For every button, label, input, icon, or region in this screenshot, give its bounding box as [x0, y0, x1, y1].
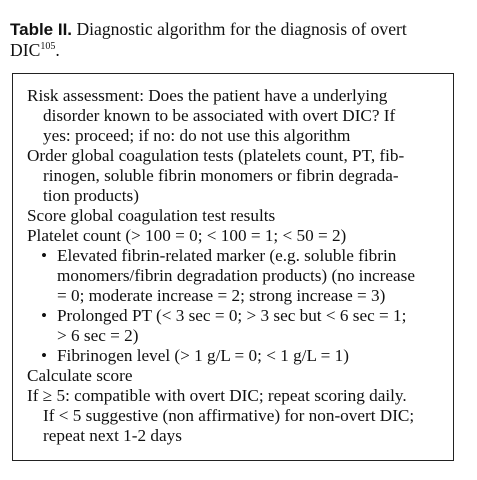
algorithm-box: [12, 73, 454, 461]
table-label: Table II.: [10, 20, 73, 39]
step-calculate-score: [27, 366, 445, 386]
step-order-tests: [27, 146, 445, 206]
bullet-line: > 6 sec = 2): [57, 326, 139, 345]
bullet-line: monomers/fibrin degradation products) (no increase: [57, 266, 415, 285]
step-line: repeat next 1-2 days: [43, 426, 182, 445]
step-interpretation: [27, 386, 445, 446]
step-line: tion products): [43, 186, 139, 205]
bullet-line: Prolonged PT (< 3 sec = 0; > 3 sec but < 6 sec = 1;: [57, 306, 407, 325]
step-line: Risk assessment: Does the patient have a underlying: [27, 86, 388, 105]
caption-end: .: [55, 40, 60, 60]
algorithm-content: [27, 86, 445, 446]
step-risk-assessment: [27, 86, 445, 146]
step-line: Platelet count (> 100 = 0; < 100 = 1; < 50 = 2): [27, 226, 347, 245]
step-line: If ≥ 5: compatible with overt DIC; repeat scoring daily.: [27, 386, 407, 405]
table-caption: [10, 19, 462, 60]
step-line: Calculate score: [27, 366, 133, 385]
bullet-fibrin-marker: [27, 246, 445, 306]
step-line: disorder known to be associated with overt DIC? If: [43, 106, 396, 125]
step-line: Score global coagulation test results: [27, 206, 276, 225]
step-line: Order global coagulation tests (platelets count, PT, fib-: [27, 146, 405, 165]
reference-number: 105: [40, 41, 56, 52]
bullet-dot: •: [41, 346, 48, 365]
caption-abbrev: DIC: [10, 40, 41, 60]
step-line: yes: proceed; if no: do not use this algorithm: [43, 126, 351, 145]
bullet-dot: •: [41, 246, 48, 265]
step-score-results: [27, 206, 445, 226]
bullet-line: Fibrinogen level (> 1 g/L = 0; < 1 g/L = 1): [57, 346, 349, 365]
caption-text: Diagnostic algorithm for the diagnosis of overt: [72, 19, 407, 39]
bullet-line: = 0; moderate increase = 2; strong increase = 3): [57, 286, 386, 305]
step-platelet-count: [27, 226, 445, 246]
bullet-fibrinogen: [27, 346, 445, 366]
step-line: If < 5 suggestive (non affirmative) for non-overt DIC;: [43, 406, 415, 425]
bullet-dot: •: [41, 306, 48, 325]
bullet-prolonged-pt: [27, 306, 445, 346]
bullet-line: Elevated fibrin-related marker (e.g. soluble fibrin: [57, 246, 397, 265]
step-line: rinogen, soluble fibrin monomers or fibrin degrada-: [43, 166, 399, 185]
